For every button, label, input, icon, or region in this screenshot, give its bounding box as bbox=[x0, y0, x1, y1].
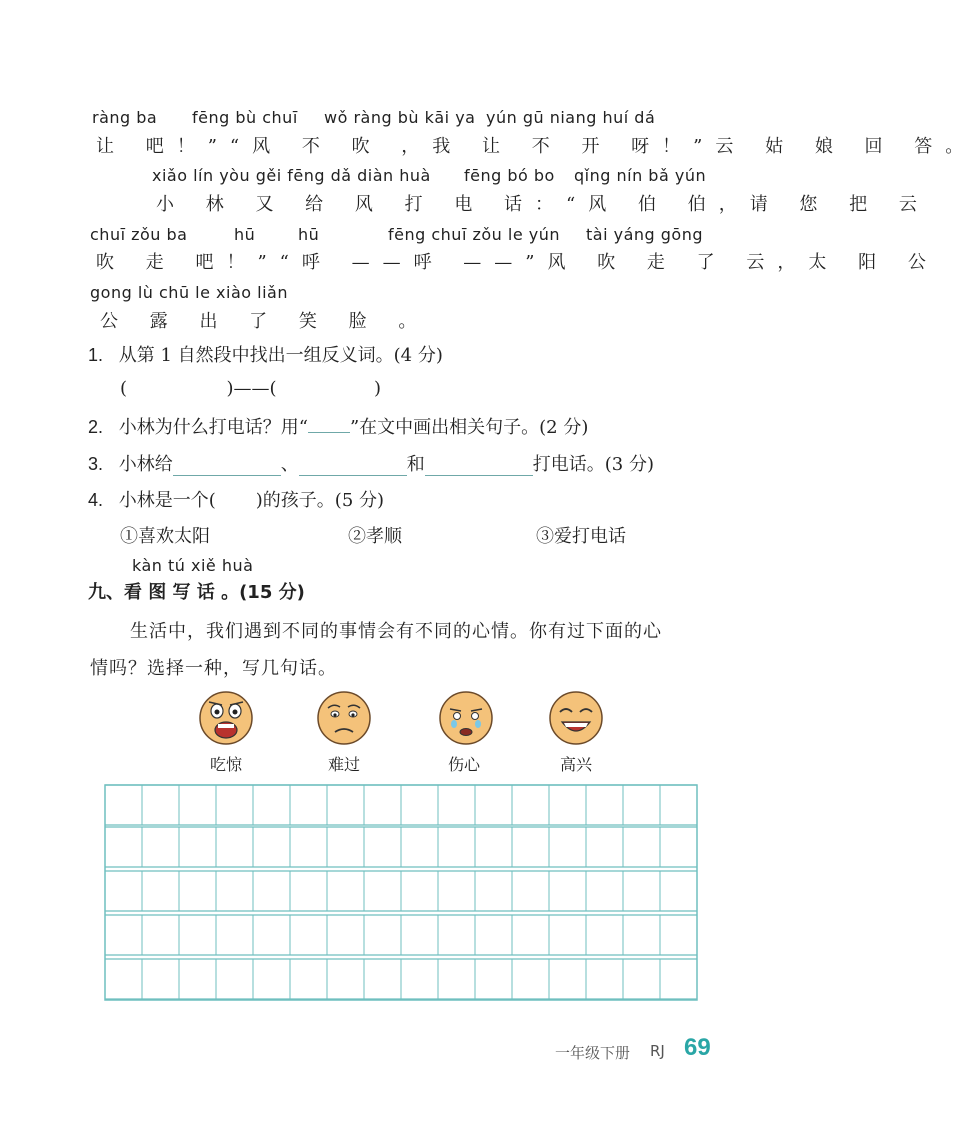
pinyin-line-1b: fēng bù chuī bbox=[192, 108, 298, 127]
answer-blank-1[interactable] bbox=[173, 457, 281, 476]
hanzi-line-3: 吹 走 吧！”“呼 ——呼 ——”风 吹 走 了 云，太 阳 公 bbox=[96, 252, 939, 273]
pinyin-line-1a: ràng ba bbox=[92, 108, 158, 127]
sad-face-icon bbox=[316, 690, 372, 746]
pinyin-line-3a: chuī zǒu ba bbox=[90, 225, 188, 244]
edition-label: RJ bbox=[650, 1042, 665, 1060]
hanzi-line-4: 公 露 出 了 笑 脸 。 bbox=[100, 311, 430, 332]
prompt-line-2: 情吗？选择一种，写几句话。 bbox=[90, 658, 337, 679]
pinyin-line-2c: qǐng nín bǎ yún bbox=[574, 166, 707, 185]
option-2[interactable]: ②孝顺 bbox=[348, 526, 402, 547]
pinyin-line-3e: tài yáng gōng bbox=[586, 225, 704, 244]
surprised-face-icon bbox=[198, 690, 254, 746]
question-text-b: 打电话。(3 分) bbox=[532, 454, 654, 475]
question-text-b: )的孩子。(5 分) bbox=[255, 490, 385, 511]
answer-dash: )——( bbox=[226, 378, 277, 399]
and-text: 和 bbox=[406, 454, 425, 475]
question-text: 从第 1 自然段中找出一组反义词。(4 分) bbox=[118, 345, 443, 366]
separator: 、 bbox=[280, 454, 299, 475]
answer-open-paren: ( bbox=[120, 378, 128, 399]
question-number: 4. bbox=[88, 490, 104, 510]
section-title-pinyin: kàn tú xiě huà bbox=[132, 556, 254, 575]
answer-blank-2[interactable] bbox=[299, 457, 407, 476]
grade-label: 一年级下册 bbox=[555, 1044, 631, 1062]
question-text-b: ”在文中画出相关句子。(2 分) bbox=[349, 417, 589, 438]
underline-mark-sample bbox=[308, 418, 350, 433]
answer-close-paren: ) bbox=[374, 378, 382, 399]
pinyin-line-1d: yún gū niang huí dá bbox=[486, 108, 656, 127]
pinyin-line-3b: hū bbox=[234, 225, 256, 244]
writing-grid[interactable] bbox=[104, 784, 698, 1001]
option-3[interactable]: ③爱打电话 bbox=[536, 526, 626, 547]
section-title: 九、看 图 写 话 。(15 分) bbox=[88, 582, 305, 603]
question-number: 3. bbox=[88, 454, 104, 474]
face-label-crying: 伤心 bbox=[447, 755, 480, 774]
question-text-a: 小林给 bbox=[118, 454, 173, 475]
answer-blank-3[interactable] bbox=[425, 457, 533, 476]
question-number: 2. bbox=[88, 417, 104, 437]
pinyin-line-3d: fēng chuī zǒu le yún bbox=[388, 225, 561, 244]
question-text-a: 小林是一个( bbox=[118, 490, 216, 511]
prompt-line-1: 生活中，我们遇到不同的事情会有不同的心情。你有过下面的心 bbox=[130, 621, 662, 642]
hanzi-line-1: 让 吧！”“风 不 吹 ，我 让 不 开 呀！”云 姑 娘 回 答。 bbox=[96, 136, 976, 157]
page-number: 69 bbox=[684, 1034, 711, 1061]
option-1[interactable]: ①喜欢太阳 bbox=[120, 526, 210, 547]
question-number: 1. bbox=[88, 345, 104, 365]
happy-face-icon bbox=[548, 690, 604, 746]
face-label-surprised: 吃惊 bbox=[209, 755, 242, 774]
crying-face-icon bbox=[438, 690, 494, 746]
pinyin-line-3c: hū bbox=[298, 225, 320, 244]
question-text-a: 小林为什么打电话？用“ bbox=[118, 417, 308, 438]
pinyin-line-4: gong lù chū le xiào liǎn bbox=[90, 283, 288, 302]
pinyin-line-1c: wǒ ràng bù kāi ya bbox=[324, 108, 476, 127]
pinyin-line-2b: fēng bó bo bbox=[464, 166, 555, 185]
face-label-happy: 高兴 bbox=[559, 755, 592, 774]
hanzi-line-2: 小 林 又 给 风 打 电 话：“风 伯 伯，请 您 把 云 bbox=[156, 194, 930, 215]
pinyin-line-2a: xiǎo lín yòu gěi fēng dǎ diàn huà bbox=[152, 166, 431, 185]
face-label-sad: 难过 bbox=[327, 755, 360, 774]
